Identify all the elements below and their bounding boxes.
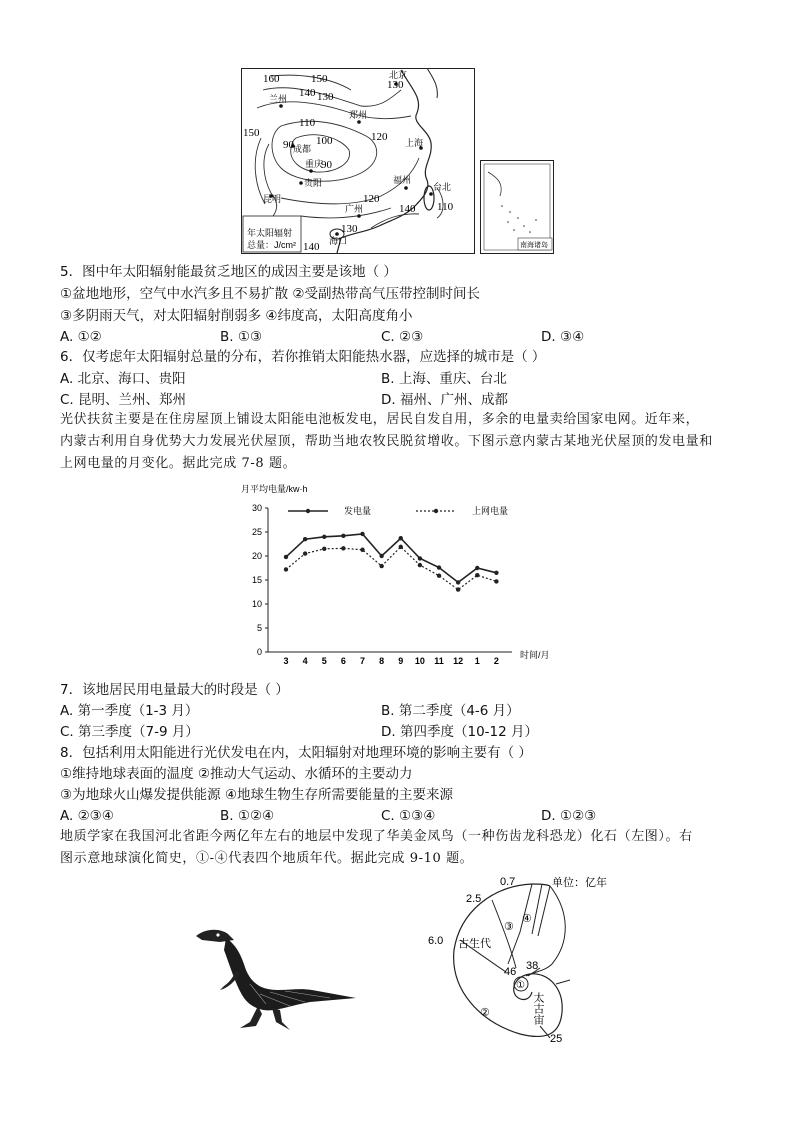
dinosaur-svg <box>190 918 360 1033</box>
q7-option-a[interactable]: A. 第一季度（1-3 月） <box>60 703 199 719</box>
chart-x-tick-label: 3 <box>283 656 289 666</box>
chart-x-tick-label: 1 <box>474 656 480 666</box>
chart-series-line-grid <box>286 547 496 590</box>
q8-statement-1: ①维持地球表面的温度 ②推动大气运动、水循环的主要动力 <box>60 766 413 782</box>
radiation-map-svg <box>241 68 475 254</box>
chart-y-tick-label: 30 <box>251 503 262 513</box>
chart-point <box>399 536 403 540</box>
q6-stem: 6．仅考虑年太阳辐射总量的分布，若你推销太阳能热水器，应选择的城市是（ ） <box>60 349 546 365</box>
chart-x-tick-label: 8 <box>379 656 385 666</box>
q6-option-d[interactable]: D. 福州、广州、成都 <box>381 392 508 408</box>
city-label: 昆明 <box>263 194 282 204</box>
city-label: 贵阳 <box>304 178 323 188</box>
chart-y-tick-label: 0 <box>256 647 262 657</box>
q8-stem: 8．包括利用太阳能进行光伏发电在内，太阳辐射对地理环境的影响主要有（ ） <box>60 745 532 761</box>
spiral-label-era-2: ② <box>480 1007 490 1019</box>
chart-y-axis-label: 月平均电量/kw·h <box>241 484 308 494</box>
chart-x-tick-label: 4 <box>302 656 308 666</box>
q7-option-c[interactable]: C. 第三季度（7-9 月） <box>60 724 199 740</box>
chart-point <box>418 556 422 560</box>
city-label: 兰州 <box>269 94 288 104</box>
contour-label: 130 <box>387 79 404 91</box>
chart-y-tick-label: 25 <box>251 527 262 537</box>
chart-point <box>284 555 288 559</box>
chart-point <box>456 587 460 591</box>
q5-option-b[interactable]: B. ①③ <box>220 329 263 345</box>
chart-point <box>322 547 326 551</box>
intro-7-8-line3: 上网电量的月变化。据此完成 7-8 题。 <box>60 456 297 471</box>
electricity-chart-svg <box>236 480 556 670</box>
chart-point <box>399 545 403 549</box>
chart-point <box>475 573 479 577</box>
spiral-label-era-3: ③ <box>504 921 514 933</box>
chart-point <box>379 564 383 568</box>
chart-x-tick-label: 6 <box>340 656 346 666</box>
q5-option-d[interactable]: D. ③④ <box>541 329 585 345</box>
contour-label: 140 <box>399 203 416 215</box>
q7-option-d[interactable]: D. 第四季度（10-12 月） <box>381 724 538 740</box>
chart-legend-label: 上网电量 <box>472 506 509 516</box>
q7-option-b[interactable]: B. 第二季度（4-6 月） <box>381 703 520 719</box>
earth-history-spiral-svg <box>420 872 620 1050</box>
chart-x-axis-label: 时间/月 <box>520 650 550 660</box>
radiation-map <box>241 68 475 254</box>
intro-9-10 <box>60 826 740 870</box>
chart-x-tick-label: 12 <box>453 656 464 666</box>
contour-label: 150 <box>311 73 328 85</box>
contour-label: 120 <box>371 131 388 143</box>
chart-point <box>360 548 364 552</box>
chart-legend-marker <box>434 509 438 513</box>
chart-x-tick-label: 10 <box>414 656 425 666</box>
city-label: 重庆 <box>305 159 324 169</box>
south-sea-inset <box>480 160 554 254</box>
q6-option-a[interactable]: A. 北京、海口、贵阳 <box>60 371 186 387</box>
contour-label: 140 <box>303 241 320 253</box>
chart-y-tick-label: 10 <box>251 599 262 609</box>
q6-option-b[interactable]: B. 上海、重庆、台北 <box>381 371 507 387</box>
intro-9-10-line1: 地质学家在我国河北省距今两亿年左右的地层中发现了华美金凤鸟（一种伤齿龙科恐龙）化石（左图）。右 <box>60 829 693 844</box>
contour-label: 160 <box>263 73 280 85</box>
spiral-label-archean <box>532 991 545 1025</box>
chart-x-tick-label: 9 <box>398 656 404 666</box>
chart-x-tick-label: 7 <box>360 656 366 666</box>
intro-7-8 <box>60 409 740 475</box>
chart-x-tick-label: 5 <box>321 656 327 666</box>
city-label: 福州 <box>393 175 412 185</box>
chart-point <box>284 567 288 571</box>
chart-point <box>379 554 383 558</box>
chart-y-tick-label: 20 <box>251 551 262 561</box>
spiral-label-46: 46 <box>504 966 517 978</box>
spiral-label-2-5: 2.5 <box>466 893 482 905</box>
city-label: 北京 <box>389 70 408 80</box>
chart-y-tick-label: 15 <box>251 575 262 585</box>
contour-label: 150 <box>243 127 260 139</box>
contour-label: 110 <box>437 201 454 213</box>
q5-statement-1: ①盆地地形，空气中水汽多且不易扩散 ②受副热带高气压带控制时间长 <box>60 286 480 302</box>
map-legend-line2: 总量：J/cm² <box>247 240 296 250</box>
chart-legend-marker <box>306 509 310 513</box>
chart-point <box>418 563 422 567</box>
spiral-label-era-1: ① <box>516 980 525 991</box>
intro-7-8-line1: 光伏扶贫主要是在住房屋顶上铺设太阳能电池板发电，居民自发自用，多余的电量卖给国家电网。近年来， <box>60 412 700 427</box>
inset-label: 南海诸岛 <box>520 242 548 249</box>
chart-point <box>303 537 307 541</box>
chart-x-tick-label: 2 <box>493 656 499 666</box>
q5-statement-2: ③多阴雨天气，对太阳辐射削弱多 ④纬度高，太阳高度角小 <box>60 308 413 324</box>
intro-7-8-line2: 内蒙古利用自身优势大力发展光伏屋顶，帮助当地农牧民脱贫增收。下图示意内蒙古某地光伏屋顶的发电量和 <box>60 434 713 449</box>
q8-statement-2: ③为地球火山爆发提供能源 ④地球生物生存所需要能量的主要来源 <box>60 787 453 803</box>
dinosaur-illustration <box>190 918 360 1033</box>
contour-label: 140 <box>299 87 316 99</box>
map-legend-line1: 年太阳辐射 <box>247 228 293 238</box>
q8-option-d[interactable]: D. ①②③ <box>541 808 597 824</box>
chart-point <box>303 551 307 555</box>
spiral-label-25: 25 <box>550 1033 563 1045</box>
spiral-label-6-0: 6.0 <box>428 935 444 947</box>
chart-point <box>341 534 345 538</box>
chart-point <box>341 546 345 550</box>
contour-label: 90 <box>283 139 294 151</box>
chart-point <box>494 579 498 583</box>
contour-label: 100 <box>316 135 333 147</box>
contour-label: 130 <box>317 91 334 103</box>
intro-9-10-line2: 图示意地球演化简史，①-④代表四个地质年代。据此完成 9-10 题。 <box>60 851 474 866</box>
q5-option-c[interactable]: C. ②③ <box>381 329 424 345</box>
chart-y-tick-label: 5 <box>256 623 262 633</box>
contour-label: 130 <box>341 223 358 235</box>
q8-option-c[interactable]: C. ①③④ <box>381 808 436 824</box>
q5-stem: 5．图中年太阳辐射能最贫乏地区的成因主要是该地（ ） <box>60 264 397 280</box>
spiral-label-paleozoic: 古生代 <box>458 938 491 950</box>
q6-option-c[interactable]: C. 昆明、兰州、郑州 <box>60 392 187 408</box>
city-label: 上海 <box>405 138 424 148</box>
q5-option-a[interactable]: A. ①② <box>60 329 102 345</box>
chart-point <box>456 580 460 584</box>
spiral-label-38: 38 <box>526 960 539 972</box>
chart-point <box>494 571 498 575</box>
q7-stem: 7．该地居民用电量最大的时段是（ ） <box>60 682 289 698</box>
spiral-label-archean-text: 太古宙 <box>532 992 544 1025</box>
south-sea-inset-svg <box>480 160 554 254</box>
chart-series-line-generation <box>286 534 496 582</box>
city-label: 台北 <box>433 182 452 192</box>
chart-legend-label: 发电量 <box>344 506 372 516</box>
contour-label: 90 <box>321 159 332 171</box>
chart-x-tick-label: 11 <box>434 656 444 666</box>
chart-point <box>322 535 326 539</box>
city-label: 成都 <box>293 144 312 154</box>
spiral-label-0-7: 0.7 <box>500 876 516 888</box>
spiral-unit-label: 单位：亿年 <box>552 877 607 889</box>
chart-point <box>360 532 364 536</box>
chart-point <box>437 565 441 569</box>
city-label: 海口 <box>329 236 348 246</box>
city-label: 广州 <box>345 204 364 214</box>
spiral-label-era-4: ④ <box>522 913 532 925</box>
q8-option-a[interactable]: A. ②③④ <box>60 808 114 824</box>
city-label: 郑州 <box>349 110 368 120</box>
earth-history-spiral <box>420 872 620 1050</box>
chart-point <box>475 566 479 570</box>
q8-option-b[interactable]: B. ①②④ <box>220 808 275 824</box>
contour-label: 110 <box>299 117 316 129</box>
chart-point <box>437 573 441 577</box>
electricity-chart <box>236 480 556 670</box>
contour-label: 120 <box>363 193 380 205</box>
